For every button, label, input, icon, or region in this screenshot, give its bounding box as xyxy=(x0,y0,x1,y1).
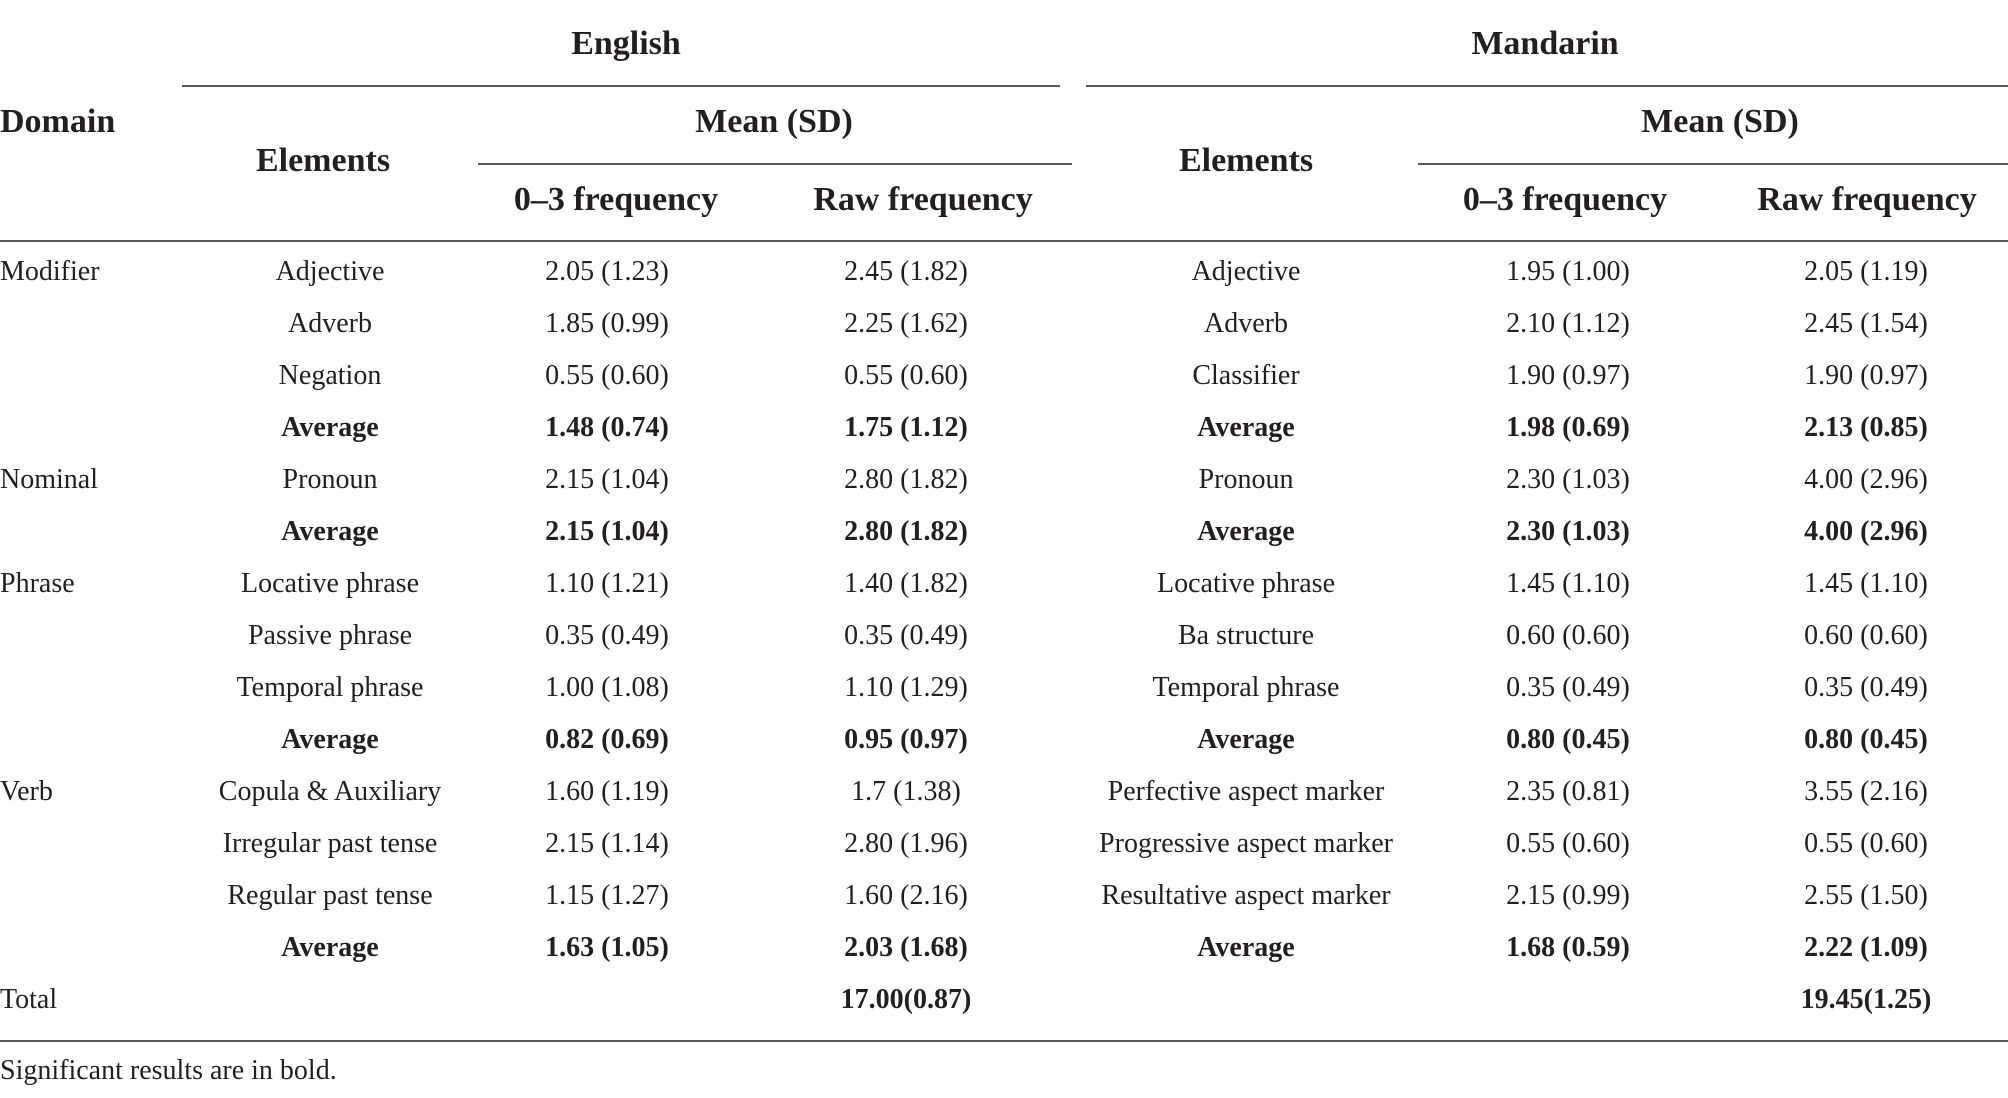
cell-zh-raw: 0.80 (0.45) xyxy=(1804,724,1928,755)
table-row xyxy=(0,766,2008,818)
rule-english-mean xyxy=(478,163,1072,165)
cell-en-raw: 2.25 (1.62) xyxy=(844,308,968,339)
cell-zh-raw: 1.90 (0.97) xyxy=(1804,360,1928,391)
cell-zh-raw: 0.60 (0.60) xyxy=(1804,620,1928,651)
cell-en-raw: 2.03 (1.68) xyxy=(844,932,968,963)
cell-en-03: 2.15 (1.14) xyxy=(545,828,669,859)
cell-zh-el: Resultative aspect marker xyxy=(1101,880,1391,911)
table-row xyxy=(0,454,2008,506)
table-row-average xyxy=(0,714,2008,766)
cell-en-03: 2.15 (1.04) xyxy=(545,464,669,495)
cell-en-03: 1.63 (1.05) xyxy=(545,932,669,963)
cell-domain: Verb xyxy=(0,776,53,807)
table-row xyxy=(0,818,2008,870)
cell-en-raw: 0.95 (0.97) xyxy=(844,724,968,755)
cell-zh-raw: 2.22 (1.09) xyxy=(1804,932,1928,963)
cell-zh-el: Adjective xyxy=(1191,256,1301,287)
cell-zh-el: Average xyxy=(1197,724,1295,755)
table-footnote: Significant results are in bold. xyxy=(0,1055,337,1086)
cell-zh-03: 2.30 (1.03) xyxy=(1506,464,1630,495)
cell-zh-el: Classifier xyxy=(1192,360,1300,391)
header-freqraw-english: Raw frequency xyxy=(813,181,1033,218)
table-row-average xyxy=(0,922,2008,974)
header-elements-english: Elements xyxy=(255,142,391,179)
cell-domain: Nominal xyxy=(0,464,98,495)
cell-total-english-raw: 17.00(0.87) xyxy=(840,984,972,1015)
cell-zh-03: 0.60 (0.60) xyxy=(1506,620,1630,651)
header-freq03-english: 0–3 frequency xyxy=(513,181,719,218)
cell-en-el: Average xyxy=(281,412,379,443)
cell-en-el: Adverb xyxy=(288,308,372,339)
cell-en-el: Passive phrase xyxy=(247,620,413,651)
cell-en-03: 2.05 (1.23) xyxy=(545,256,669,287)
cell-en-03: 1.15 (1.27) xyxy=(545,880,669,911)
cell-en-raw: 1.7 (1.38) xyxy=(851,776,961,807)
cell-en-el: Average xyxy=(281,724,379,755)
rule-header-bottom xyxy=(0,240,2008,242)
cell-zh-03: 0.55 (0.60) xyxy=(1506,828,1630,859)
cell-zh-el: Average xyxy=(1197,412,1295,443)
cell-domain: Phrase xyxy=(0,568,75,599)
header-mandarin: Mandarin xyxy=(1471,25,1619,62)
cell-en-raw: 0.35 (0.49) xyxy=(844,620,968,651)
table-row xyxy=(0,558,2008,610)
cell-en-raw: 1.40 (1.82) xyxy=(844,568,968,599)
cell-zh-raw: 2.05 (1.19) xyxy=(1804,256,1928,287)
table-row-total xyxy=(0,974,2008,1026)
cell-zh-el: Ba structure xyxy=(1177,620,1315,651)
cell-zh-el: Adverb xyxy=(1204,308,1288,339)
cell-en-03: 1.10 (1.21) xyxy=(545,568,669,599)
header-domain: Domain xyxy=(0,103,116,140)
cell-zh-raw: 0.35 (0.49) xyxy=(1804,672,1928,703)
cell-zh-raw: 4.00 (2.96) xyxy=(1804,516,1928,547)
cell-en-el: Average xyxy=(281,516,379,547)
cell-zh-raw: 4.00 (2.96) xyxy=(1804,464,1928,495)
table-row-average xyxy=(0,506,2008,558)
cell-en-raw: 1.10 (1.29) xyxy=(844,672,968,703)
header-elements-mandarin: Elements xyxy=(1178,142,1314,179)
table-row xyxy=(0,870,2008,922)
cell-en-raw: 2.80 (1.82) xyxy=(844,516,968,547)
header-english: English xyxy=(571,25,681,62)
cell-en-raw: 0.55 (0.60) xyxy=(844,360,968,391)
rule-table-bottom xyxy=(0,1040,2008,1042)
cell-zh-el: Average xyxy=(1197,516,1295,547)
cell-domain: Modifier xyxy=(0,256,100,287)
cell-zh-raw: 2.55 (1.50) xyxy=(1804,880,1928,911)
cell-zh-03: 1.95 (1.00) xyxy=(1506,256,1630,287)
table-row xyxy=(0,662,2008,714)
cell-zh-el: Pronoun xyxy=(1198,464,1294,495)
cell-zh-03: 2.35 (0.81) xyxy=(1506,776,1630,807)
cell-en-raw: 2.80 (1.82) xyxy=(844,464,968,495)
cell-en-raw: 1.60 (2.16) xyxy=(844,880,968,911)
cell-en-el: Adjective xyxy=(275,256,385,287)
cell-zh-03: 1.68 (0.59) xyxy=(1506,932,1630,963)
cell-en-el: Irregular past tense xyxy=(222,828,438,859)
cell-zh-03: 2.10 (1.12) xyxy=(1506,308,1630,339)
cell-zh-03: 2.30 (1.03) xyxy=(1506,516,1630,547)
cell-zh-03: 1.90 (0.97) xyxy=(1506,360,1630,391)
cell-total-label: Total xyxy=(0,984,58,1015)
cell-zh-el: Perfective aspect marker xyxy=(1107,776,1385,807)
cell-en-el: Copula & Auxiliary xyxy=(218,776,442,807)
cell-zh-03: 0.80 (0.45) xyxy=(1506,724,1630,755)
header-mean-sd-english: Mean (SD) xyxy=(695,103,853,140)
cell-en-el: Average xyxy=(281,932,379,963)
cell-en-raw: 2.80 (1.96) xyxy=(844,828,968,859)
cell-zh-03: 1.45 (1.10) xyxy=(1506,568,1630,599)
cell-zh-03: 1.98 (0.69) xyxy=(1506,412,1630,443)
cell-en-raw: 1.75 (1.12) xyxy=(844,412,968,443)
cell-en-el: Pronoun xyxy=(282,464,378,495)
rule-mandarin-mean xyxy=(1418,163,2008,165)
cell-zh-el: Progressive aspect marker xyxy=(1099,828,1393,859)
cell-en-03: 1.85 (0.99) xyxy=(545,308,669,339)
cell-zh-raw: 3.55 (2.16) xyxy=(1804,776,1928,807)
cell-en-03: 0.55 (0.60) xyxy=(545,360,669,391)
cell-zh-raw: 0.55 (0.60) xyxy=(1804,828,1928,859)
cell-en-el: Locative phrase xyxy=(240,568,420,599)
header-mean-sd-mandarin: Mean (SD) xyxy=(1641,103,1799,140)
table-body xyxy=(0,246,2008,1026)
header-freqraw-mandarin: Raw frequency xyxy=(1757,181,1977,218)
cell-zh-el: Locative phrase xyxy=(1156,568,1336,599)
cell-zh-el: Temporal phrase xyxy=(1152,672,1340,703)
rule-mandarin-span xyxy=(1086,85,2008,87)
cell-en-03: 0.82 (0.69) xyxy=(545,724,669,755)
cell-zh-el: Average xyxy=(1197,932,1295,963)
cell-zh-raw: 2.45 (1.54) xyxy=(1804,308,1928,339)
cell-en-03: 2.15 (1.04) xyxy=(545,516,669,547)
cell-en-03: 1.00 (1.08) xyxy=(545,672,669,703)
header-freq03-mandarin: 0–3 frequency xyxy=(1462,181,1668,218)
cell-zh-raw: 1.45 (1.10) xyxy=(1804,568,1928,599)
cell-zh-03: 2.15 (0.99) xyxy=(1506,880,1630,911)
table-row xyxy=(0,246,2008,298)
table-row xyxy=(0,350,2008,402)
cell-en-03: 1.48 (0.74) xyxy=(545,412,669,443)
cell-en-el: Temporal phrase xyxy=(236,672,424,703)
cell-zh-03: 0.35 (0.49) xyxy=(1506,672,1630,703)
cell-zh-raw: 2.13 (0.85) xyxy=(1804,412,1928,443)
rule-english-span xyxy=(182,85,1060,87)
table-row-average xyxy=(0,402,2008,454)
cell-total-mandarin-raw: 19.45(1.25) xyxy=(1800,984,1932,1015)
cell-en-el: Regular past tense xyxy=(227,880,433,911)
cell-en-raw: 2.45 (1.82) xyxy=(844,256,968,287)
cell-en-03: 0.35 (0.49) xyxy=(545,620,669,651)
cell-en-03: 1.60 (1.19) xyxy=(545,776,669,807)
cell-en-el: Negation xyxy=(278,360,382,391)
table-row xyxy=(0,610,2008,662)
table-row xyxy=(0,298,2008,350)
